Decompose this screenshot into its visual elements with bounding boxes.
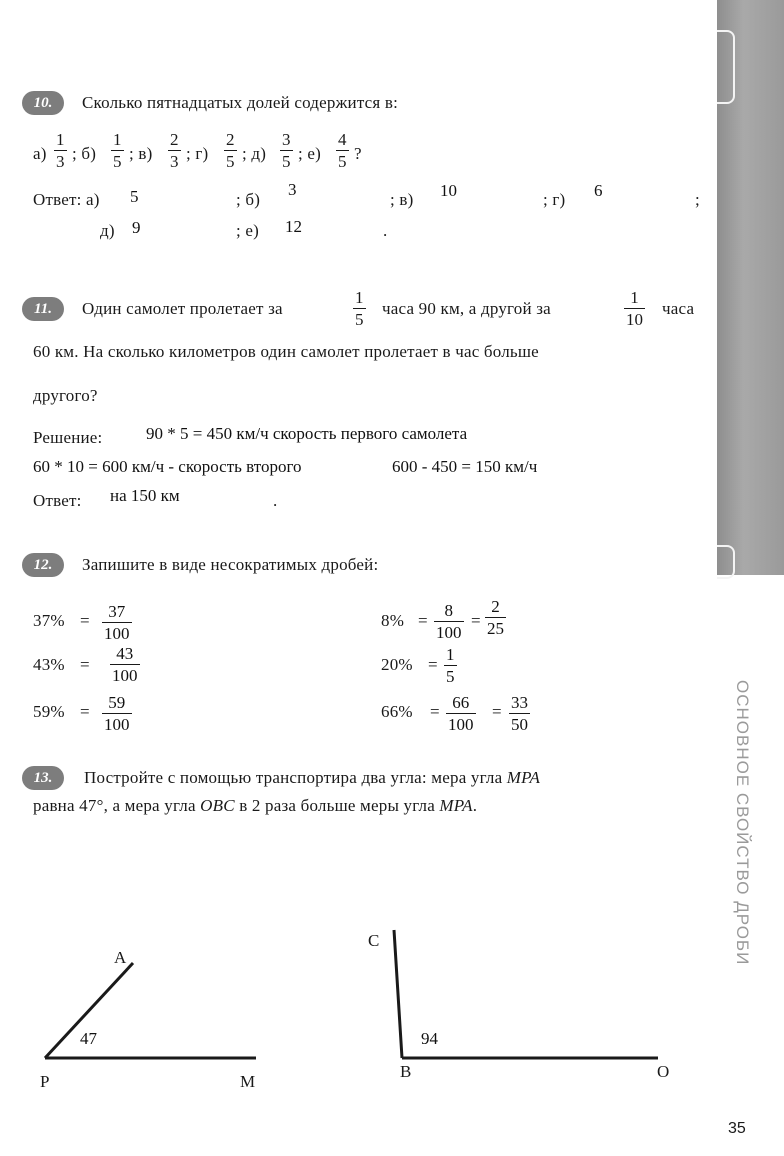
angle1-measure: 47 [80, 1029, 97, 1048]
t12-eq: = [492, 702, 502, 721]
t11-frac1: 1 5 [355, 288, 364, 329]
t12-frac-33-50: 33 50 [511, 693, 528, 734]
t11-answer-label: Ответ: [33, 491, 82, 510]
t10-sep-g: ; г) [543, 190, 566, 209]
t12-pct-59: 59% [33, 702, 65, 721]
task-13-badge: 13. [22, 766, 64, 790]
angle2-label-b: B [400, 1062, 412, 1081]
t10-frac-b: 1 5 [113, 130, 122, 171]
t10-frac-e: 4 5 [338, 130, 347, 171]
t12-eq: = [471, 611, 481, 630]
t11-answer: на 150 км [110, 486, 180, 505]
t12-pct-8: 8% [381, 611, 405, 630]
t10-frac-d: 3 5 [282, 130, 291, 171]
task-11-badge: 11. [22, 297, 64, 321]
page-number: 35 [728, 1120, 746, 1137]
t12-pct-20: 20% [381, 655, 413, 674]
t10-answer-b: 3 [288, 180, 297, 199]
t11-solution-label: Решение: [33, 428, 103, 447]
t10-label-a: а) [33, 144, 47, 163]
t10-answer-g: 6 [594, 181, 603, 200]
t10-label-e: ; е) [298, 144, 321, 163]
t10-answer-d: 9 [132, 218, 141, 237]
t11-solution-1: 90 * 5 = 450 км/ч скорость первого самолета [146, 424, 468, 443]
t12-eq: = [80, 702, 90, 721]
task-12-question: Запишите в виде несократимых дробей: [82, 555, 379, 574]
t11-solution-3: 600 - 450 = 150 км/ч [392, 457, 538, 476]
t10-frac-a: 1 3 [56, 130, 65, 171]
task-10-question: Сколько пятнадцатых долей содержится в: [82, 93, 399, 112]
t10-sep-v: ; в) [390, 190, 414, 209]
t13-line2: равна 47°, а мера угла OBC в 2 раза больше меры угла MPA. [33, 796, 478, 815]
t12-eq: = [80, 655, 90, 674]
t10-sep-e: ; е) [236, 221, 259, 240]
angle2-measure: 94 [421, 1029, 438, 1048]
t10-frac-v: 2 3 [170, 130, 179, 171]
t10-sep-end1: ; [695, 190, 700, 209]
t10-label-d: ; д) [242, 144, 267, 163]
t12-frac-37: 37 100 [104, 602, 130, 643]
t12-pct-37: 37% [33, 611, 65, 630]
angle2-label-o: O [657, 1062, 670, 1081]
t11-part1: Один самолет пролетает за [82, 299, 283, 318]
t12-frac-8-100: 8 100 [436, 601, 462, 642]
t10-ans-end: . [383, 221, 388, 240]
t12-frac-59: 59 100 [104, 693, 130, 734]
t12-frac-43: 43 100 [112, 644, 138, 685]
t10-sep-b: ; б) [236, 190, 261, 209]
side-chapter-title: ОСНОВНОЕ СВОЙСТВО ДРОБИ [733, 680, 752, 966]
t11-answer-end: . [273, 491, 278, 510]
angle-obc-arm-bc [394, 930, 402, 1058]
t12-frac-2-25: 2 25 [487, 597, 504, 638]
t10-answer-a: 5 [130, 187, 139, 206]
t11-frac2: 1 10 [626, 288, 643, 329]
t10-label-g: ; г) [186, 144, 209, 163]
t11-line2: 60 км. На сколько километров один самолет пролетает в час больше [33, 342, 539, 361]
t12-pct-43: 43% [33, 655, 65, 674]
angle1-label-a: A [114, 948, 127, 967]
t11-solution-2: 60 * 10 = 600 км/ч - скорость второго [33, 457, 302, 476]
t10-label-q: ? [354, 144, 362, 163]
t10-label-d-ans: д) [100, 221, 115, 240]
t10-frac-g: 2 5 [226, 130, 235, 171]
task-12-badge: 12. [22, 553, 64, 577]
t12-eq: = [80, 611, 90, 630]
angle2-label-c: C [368, 931, 380, 950]
t12-eq: = [430, 702, 440, 721]
t12-eq: = [418, 611, 428, 630]
t10-answer-label: Ответ: а) [33, 190, 100, 209]
t10-answer-e: 12 [285, 217, 302, 236]
t12-frac-1-5: 1 5 [446, 645, 455, 686]
t11-part3: часа [662, 299, 695, 318]
t10-label-v: ; в) [129, 144, 153, 163]
t11-part2: часа 90 км, а другой за [382, 299, 551, 318]
t11-line3: другого? [33, 386, 98, 405]
task-10-badge: 10. [22, 91, 64, 115]
t13-line1: Постройте с помощью транспортира два угла: мера угла MPA [84, 768, 541, 787]
t10-label-b: ; б) [72, 144, 97, 163]
t12-frac-66-100: 66 100 [448, 693, 474, 734]
angle1-label-m: M [240, 1072, 256, 1091]
t10-answer-v: 10 [440, 181, 457, 200]
angle1-label-p: P [40, 1072, 50, 1091]
t12-pct-66: 66% [381, 702, 413, 721]
t12-eq: = [428, 655, 438, 674]
